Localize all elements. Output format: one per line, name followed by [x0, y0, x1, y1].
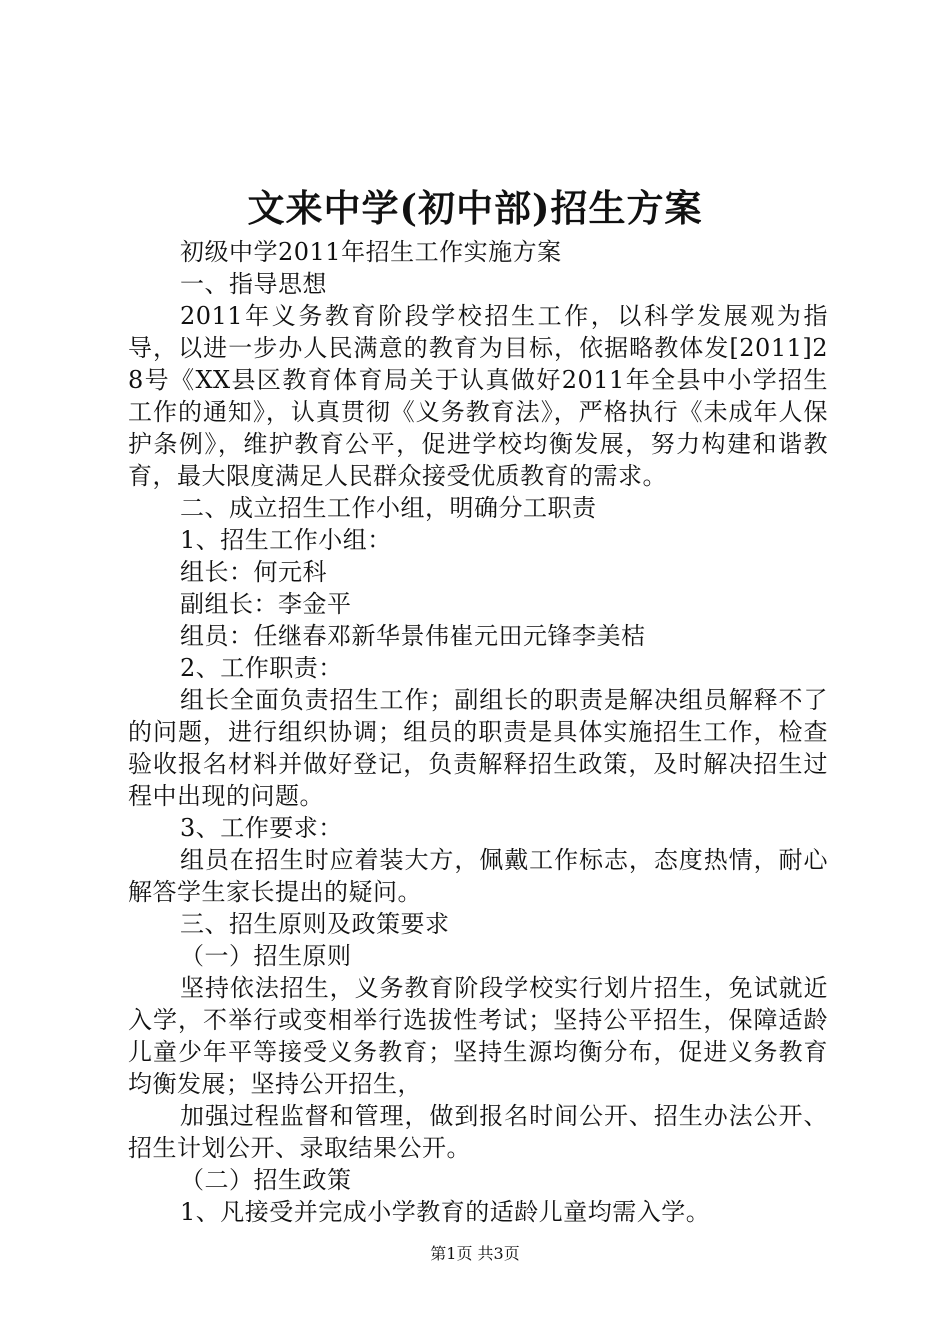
- document-title: 文来中学(初中部)招生方案: [247, 186, 703, 230]
- heading-principles-policy: 三、招生原则及政策要求: [180, 910, 450, 938]
- paragraph-policy-1: 1、凡接受并完成小学教育的适龄儿童均需入学。: [180, 1198, 711, 1226]
- paragraph-duties: 组长全面负责招生工作；副组长的职责是解决组员解释不了的问题，进行组织协调；组员的职责是具体实施招生工作，检查验收报名材料并做好登记，负责解释招生政策，及时解决招生过程中出现的问题。: [128, 686, 828, 810]
- line-group-members: 组员：任继春邓新华景伟崔元田元锋李美桔: [180, 622, 646, 650]
- heading-guiding-ideology: 一、指导思想: [180, 270, 327, 298]
- paragraph-requirements: 组员在招生时应着装大方，佩戴工作标志，态度热情，耐心解答学生家长提出的疑问。: [128, 846, 828, 906]
- subheading-requirements: 3、工作要求：: [180, 814, 343, 842]
- heading-work-group: 二、成立招生工作小组，明确分工职责: [180, 494, 597, 522]
- paragraph-subtitle: 初级中学2011年招生工作实施方案: [180, 238, 562, 266]
- line-group-leader: 组长：何元科: [180, 558, 327, 586]
- page-footer: 第1页 共3页: [430, 1244, 520, 1263]
- subheading-duties: 2、工作职责：: [180, 654, 343, 682]
- line-deputy-leader: 副组长：李金平: [180, 590, 352, 618]
- document-body: [128, 236, 828, 1228]
- paragraph-supervision: 加强过程监督和管理，做到报名时间公开、招生办法公开、招生计划公开、录取结果公开。: [128, 1102, 828, 1162]
- paragraph-guiding-ideology: 2011年义务教育阶段学校招生工作，以科学发展观为指导，以进一步办人民满意的教育为目标，依据略教体发[2011]28号《XX县区教育体育局关于认真做好2011年全县中小学招生工作的通知》，认真贯彻《义务教育法》，严格执行《未成年人保护条例》，维护教育公平，促进学校均衡发展，努力构建和谐教育，最大限度满足人民群众接受优质教育的需求。: [128, 302, 828, 490]
- subheading-policy: （二）招生政策: [180, 1166, 352, 1194]
- subheading-work-group: 1、招生工作小组：: [180, 526, 392, 554]
- subheading-principles: （一）招生原则: [180, 942, 352, 970]
- paragraph-principles: 坚持依法招生，义务教育阶段学校实行划片招生，免试就近入学，不举行或变相举行选拔性考试；坚持公平招生，保障适龄儿童少年平等接受义务教育；坚持生源均衡分布，促进义务教育均衡发展；坚持公开招生，: [128, 974, 828, 1098]
